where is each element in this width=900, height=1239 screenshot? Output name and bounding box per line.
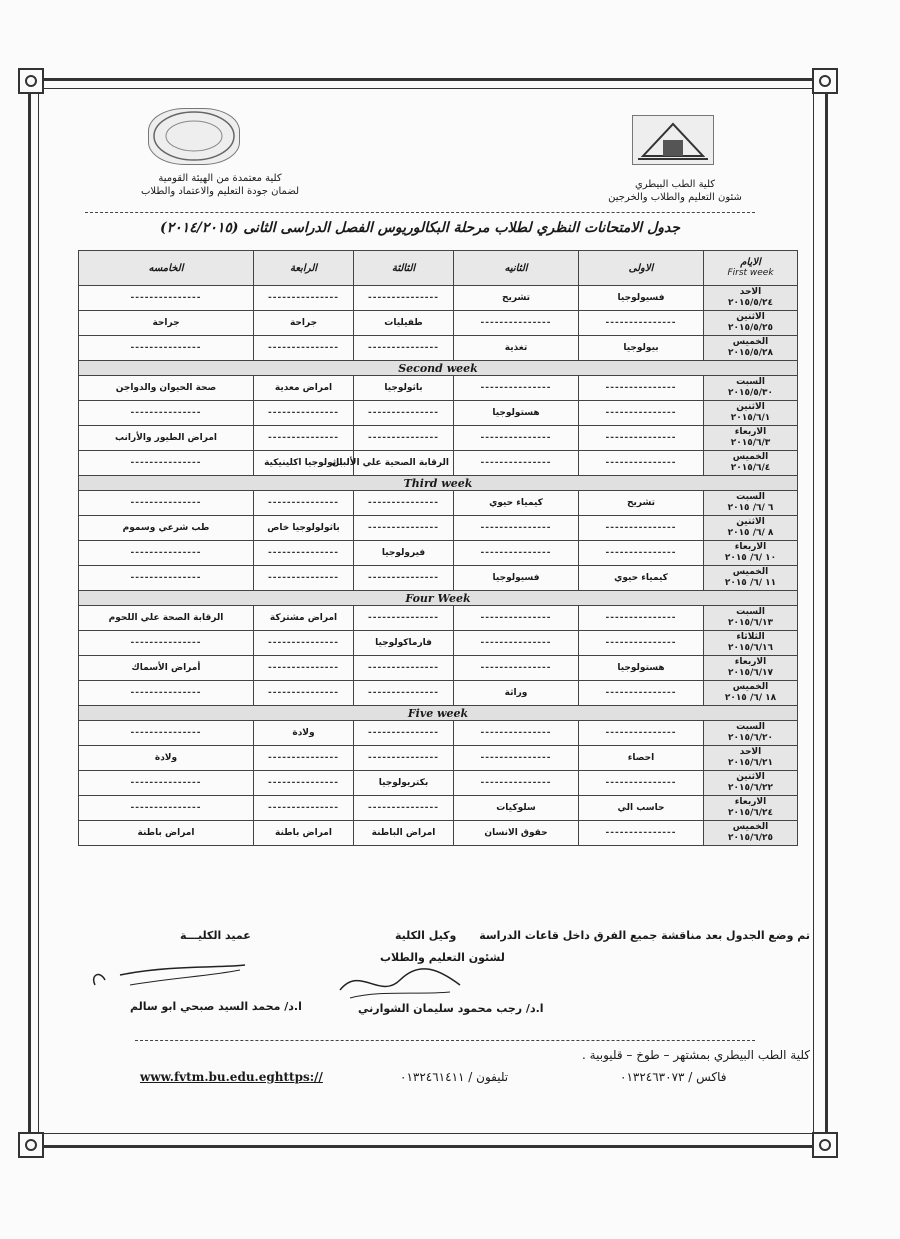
day-date: ٢٠١٥/٦/١٧	[727, 668, 774, 678]
table-row	[79, 541, 798, 566]
day-date: ٢٠١٥/٦/٤	[730, 463, 771, 473]
exam-cell: امراض الباطنة	[354, 821, 454, 846]
header-column-c5: الخامسه	[79, 251, 254, 286]
exam-cell: ---------------	[579, 376, 704, 401]
day-date: ٢٠١٥/٥/٢٨	[727, 348, 774, 358]
day-cell	[704, 656, 798, 681]
day-name: الاحد	[739, 747, 762, 757]
exam-cell: ---------------	[354, 721, 454, 746]
day-date: ٢٠١٥/٦/١٣	[727, 618, 774, 628]
exam-cell: ---------------	[254, 401, 354, 426]
exam-cell: ---------------	[79, 401, 254, 426]
day-cell	[704, 426, 798, 451]
day-name: السبت	[736, 722, 765, 732]
accreditation-line-1: كلية معتمدة من الهيئة القومية	[158, 173, 282, 184]
header-first-week: First week	[727, 268, 774, 278]
day-name: السبت	[736, 492, 765, 502]
exam-cell: ---------------	[354, 516, 454, 541]
vice-dean-title: وكيل الكلية	[395, 929, 457, 942]
exam-cell: ولادة	[254, 721, 354, 746]
exam-cell: وراثة	[454, 681, 579, 706]
day-date: ٢٠١٥/٥/٣٠	[727, 388, 774, 398]
day-name: الخميس	[732, 452, 769, 462]
table-row	[79, 606, 798, 631]
exam-cell: ---------------	[354, 566, 454, 591]
day-cell	[704, 746, 798, 771]
corner-ornament	[18, 1132, 44, 1158]
exam-cell: سلوكيات	[454, 796, 579, 821]
exam-cell: ---------------	[579, 311, 704, 336]
day-cell	[704, 336, 798, 361]
exam-cell: ---------------	[354, 426, 454, 451]
exam-cell: ---------------	[354, 746, 454, 771]
table-row	[79, 516, 798, 541]
day-date: ٨ /٦/ ٢٠١٥	[727, 528, 774, 538]
exam-cell: ---------------	[354, 606, 454, 631]
day-name: السبت	[736, 607, 765, 617]
exam-cell: باثولوجيا	[354, 376, 454, 401]
table-row	[79, 656, 798, 681]
table-row	[79, 631, 798, 656]
exam-cell: ---------------	[579, 821, 704, 846]
table-row	[79, 566, 798, 591]
exam-cell: ---------------	[254, 771, 354, 796]
exam-cell: ---------------	[579, 451, 704, 476]
day-name: الاربعاء	[734, 657, 767, 667]
day-name: الخميس	[732, 682, 769, 692]
exam-cell: فسيولوجيا	[579, 286, 704, 311]
exam-cell: حاسب الي	[579, 796, 704, 821]
header-column-c2: الثانيه	[454, 251, 579, 286]
exam-cell: ---------------	[454, 721, 579, 746]
exam-cell: ---------------	[454, 451, 579, 476]
dean-signature-icon	[80, 960, 250, 1000]
quality-header-left	[120, 172, 320, 198]
exam-cell: تشريح	[454, 286, 579, 311]
table-row	[79, 721, 798, 746]
week-label: Third week	[79, 476, 798, 491]
day-cell	[704, 631, 798, 656]
table-row	[79, 681, 798, 706]
university-logo-icon	[633, 116, 713, 164]
table-header-row	[79, 251, 798, 286]
day-cell	[704, 606, 798, 631]
day-date: ٢٠١٥/٦/٢١	[727, 758, 774, 768]
exam-cell: ---------------	[354, 681, 454, 706]
exam-cell: ---------------	[579, 516, 704, 541]
exam-cell: ---------------	[454, 541, 579, 566]
university-logo	[632, 115, 714, 165]
exam-cell: باثولولوجيا خاص	[254, 516, 354, 541]
exam-cell: كيمياء حيوي	[454, 491, 579, 516]
day-name: الثلاثاء	[736, 632, 765, 642]
exam-cell: ---------------	[254, 681, 354, 706]
exam-cell: ---------------	[79, 286, 254, 311]
quality-logo	[148, 108, 240, 165]
exam-cell: ---------------	[79, 566, 254, 591]
exam-cell: امراض باطنة	[254, 821, 354, 846]
exam-cell: ---------------	[354, 286, 454, 311]
exam-cell: ---------------	[454, 746, 579, 771]
day-date: ٢٠١٥/٦/٢٠	[727, 733, 774, 743]
exam-cell: تشريح	[579, 491, 704, 516]
exam-cell: ---------------	[454, 606, 579, 631]
day-cell	[704, 311, 798, 336]
day-name: الاربعاء	[734, 797, 767, 807]
day-cell	[704, 771, 798, 796]
exam-cell: أمراض الأسماك	[79, 656, 254, 681]
exam-cell: جراحة	[79, 311, 254, 336]
quality-seal-icon	[149, 109, 239, 164]
exam-cell: ---------------	[254, 426, 354, 451]
header-days	[704, 251, 798, 286]
day-date: ٢٠١٥/٦/١	[730, 413, 771, 423]
exam-cell: ---------------	[579, 631, 704, 656]
exam-cell: ---------------	[254, 491, 354, 516]
exam-cell: ---------------	[579, 606, 704, 631]
exam-cell: ---------------	[254, 656, 354, 681]
day-date: ٢٠١٥/٦/٣	[730, 438, 771, 448]
exam-cell: امراض باطنة	[79, 821, 254, 846]
vice-dean-subtitle: لشئون التعليم والطلاب	[380, 951, 505, 964]
day-date: ٢٠١٥/٦/١٦	[727, 643, 774, 653]
exam-cell: ---------------	[254, 541, 354, 566]
exam-cell: ---------------	[579, 681, 704, 706]
day-name: الاربعاء	[734, 542, 767, 552]
table-row	[79, 451, 798, 476]
exam-cell: ---------------	[354, 656, 454, 681]
exam-cell: ---------------	[454, 376, 579, 401]
exam-cell: ---------------	[579, 401, 704, 426]
dean-name: ا.د/ محمد السيد صبحي ابو سالم	[130, 1000, 302, 1013]
table-row	[79, 491, 798, 516]
footer-divider	[135, 1040, 755, 1041]
day-date: ٦ /٦/ ٢٠١٥	[727, 503, 774, 513]
accreditation-line-2: لضمان جودة التعليم والاعتماد والطلاب	[140, 186, 300, 197]
day-cell	[704, 821, 798, 846]
exam-cell: تغذية	[454, 336, 579, 361]
day-cell	[704, 566, 798, 591]
header-column-c1: الاولى	[579, 251, 704, 286]
day-name: الاثنين	[736, 772, 765, 782]
table-row	[79, 796, 798, 821]
exam-cell: ولادة	[79, 746, 254, 771]
header-column-c4: الرابعة	[254, 251, 354, 286]
exam-cell: فارماكولوجيا	[354, 631, 454, 656]
day-cell	[704, 721, 798, 746]
exam-cell: احصاء	[579, 746, 704, 771]
exam-cell: ---------------	[354, 336, 454, 361]
exam-cell: ---------------	[254, 631, 354, 656]
exam-cell: ---------------	[454, 426, 579, 451]
day-name: الخميس	[732, 337, 769, 347]
dean-title: عميد الكليـــة	[180, 929, 251, 942]
day-name: الاربعاء	[734, 427, 767, 437]
day-name: الخميس	[732, 822, 769, 832]
day-date: ٢٠١٥/٦/٢٥	[727, 833, 774, 843]
exam-cell: ---------------	[79, 631, 254, 656]
week-separator-row	[79, 361, 798, 376]
exam-cell: فسيولوجيا	[454, 566, 579, 591]
exam-cell: ---------------	[79, 796, 254, 821]
footer-phone: تليفون / ٠١٣٢٤٦١٤١١	[400, 1070, 509, 1084]
exam-cell: ---------------	[79, 681, 254, 706]
table-row	[79, 376, 798, 401]
exam-cell: ---------------	[579, 541, 704, 566]
exam-cell: ---------------	[79, 721, 254, 746]
footer-website[interactable]: www.fvtm.bu.edu.eghttps://	[140, 1070, 323, 1084]
day-cell	[704, 376, 798, 401]
table-row	[79, 311, 798, 336]
exam-cell: فيرولوجيا	[354, 541, 454, 566]
exam-cell: ---------------	[454, 656, 579, 681]
header-divider	[85, 212, 755, 213]
exam-cell: ---------------	[579, 771, 704, 796]
exam-cell: ---------------	[254, 746, 354, 771]
vice-dean-name: ا.د/ رجب محمود سليمان الشوارني	[358, 1002, 544, 1015]
exam-cell: ---------------	[579, 721, 704, 746]
table-row	[79, 401, 798, 426]
exam-cell: طفيليات	[354, 311, 454, 336]
exam-cell: ---------------	[354, 491, 454, 516]
day-date: ٢٠١٥/٥/٢٥	[727, 323, 774, 333]
exam-cell: كيمياء حيوي	[579, 566, 704, 591]
exam-cell: ---------------	[79, 451, 254, 476]
day-cell	[704, 286, 798, 311]
exam-cell: الرقابة الصحة علي اللحوم	[79, 606, 254, 631]
exam-cell: ---------------	[254, 566, 354, 591]
day-name: السبت	[736, 377, 765, 387]
exam-cell: امراض معدية	[254, 376, 354, 401]
exam-cell: ---------------	[254, 796, 354, 821]
exam-cell: ---------------	[454, 631, 579, 656]
exam-cell: ---------------	[79, 336, 254, 361]
schedule-note: تم وضع الجدول بعد مناقشة جميع الفرق داخل قاعات الدراسة	[479, 929, 810, 942]
day-name: الاثنين	[736, 517, 765, 527]
corner-ornament	[812, 1132, 838, 1158]
week-separator-row	[79, 706, 798, 721]
day-name: الاثنين	[736, 312, 765, 322]
exam-cell: ---------------	[79, 771, 254, 796]
day-date: ١٠ /٦/ ٢٠١٥	[724, 553, 777, 563]
day-name: الخميس	[732, 567, 769, 577]
footer-fax: فاكس / ٠١٣٢٤٦٣٠٧٣	[620, 1070, 727, 1084]
week-label: Five week	[79, 706, 798, 721]
day-date: ١١ /٦/ ٢٠١٥	[724, 578, 777, 588]
table-row	[79, 286, 798, 311]
footer-address: كلية الطب البيطري بمشتهر – طوخ – قليوبية .	[582, 1048, 810, 1062]
exam-cell: طب شرعي وسموم	[79, 516, 254, 541]
day-date: ٢٠١٥/٥/٢٤	[727, 298, 774, 308]
table-row	[79, 426, 798, 451]
week-separator-row	[79, 476, 798, 491]
day-cell	[704, 541, 798, 566]
page-title: جدول الامتحانات النظري لطلاب مرحلة البكالوريوس الفصل الدراسى الثانى (٢٠١٤/٢٠١٥)	[159, 220, 681, 236]
exam-cell: ---------------	[254, 336, 354, 361]
exam-cell: امراض مشتركة	[254, 606, 354, 631]
faculty-name: كلية الطب البيطري	[634, 179, 716, 190]
exam-cell: بيولوجيا	[579, 336, 704, 361]
day-cell	[704, 491, 798, 516]
exam-cell: ---------------	[454, 771, 579, 796]
exam-cell: ---------------	[579, 426, 704, 451]
faculty-department: شئون التعليم والطلاب والخرجين	[608, 192, 742, 203]
faculty-header-right	[600, 178, 750, 204]
corner-ornament	[812, 68, 838, 94]
exam-cell: ---------------	[454, 311, 579, 336]
table-row	[79, 746, 798, 771]
exam-cell: باثولوجيا اكلينيكية	[254, 451, 354, 476]
week-label: Four Week	[79, 591, 798, 606]
header-column-c3: الثالثة	[354, 251, 454, 286]
day-cell	[704, 796, 798, 821]
day-date: ٢٠١٥/٦/٢٢	[727, 783, 774, 793]
exam-cell: هستولوجيا	[454, 401, 579, 426]
exam-cell: حقوق الانسان	[454, 821, 579, 846]
exam-cell: بكتريولوجيا	[354, 771, 454, 796]
exam-cell: ---------------	[354, 796, 454, 821]
header-days-label: الايام	[740, 257, 761, 268]
day-cell	[704, 516, 798, 541]
day-cell	[704, 401, 798, 426]
week-label: Second week	[79, 361, 798, 376]
exam-schedule-table	[78, 250, 798, 846]
exam-cell: ---------------	[454, 516, 579, 541]
vice-dean-signature-icon	[330, 960, 470, 1005]
day-date: ١٨ /٦/ ٢٠١٥	[724, 693, 777, 703]
day-name: الاحد	[739, 287, 762, 297]
table-row	[79, 821, 798, 846]
table-row	[79, 771, 798, 796]
exam-cell: هستولوجيا	[579, 656, 704, 681]
day-date: ٢٠١٥/٦/٢٤	[727, 808, 774, 818]
exam-cell: جراحة	[254, 311, 354, 336]
exam-cell: صحة الحيوان والدواجن	[79, 376, 254, 401]
table-row	[79, 336, 798, 361]
exam-cell: ---------------	[254, 286, 354, 311]
corner-ornament	[18, 68, 44, 94]
day-cell	[704, 451, 798, 476]
day-cell	[704, 681, 798, 706]
exam-cell: ---------------	[79, 491, 254, 516]
exam-cell: امراض الطيور والأرانب	[79, 426, 254, 451]
exam-cell: ---------------	[79, 541, 254, 566]
week-separator-row	[79, 591, 798, 606]
exam-cell: الرقابة الصحية علي الألبان	[354, 451, 454, 476]
day-name: الاثنين	[736, 402, 765, 412]
exam-cell: ---------------	[354, 401, 454, 426]
